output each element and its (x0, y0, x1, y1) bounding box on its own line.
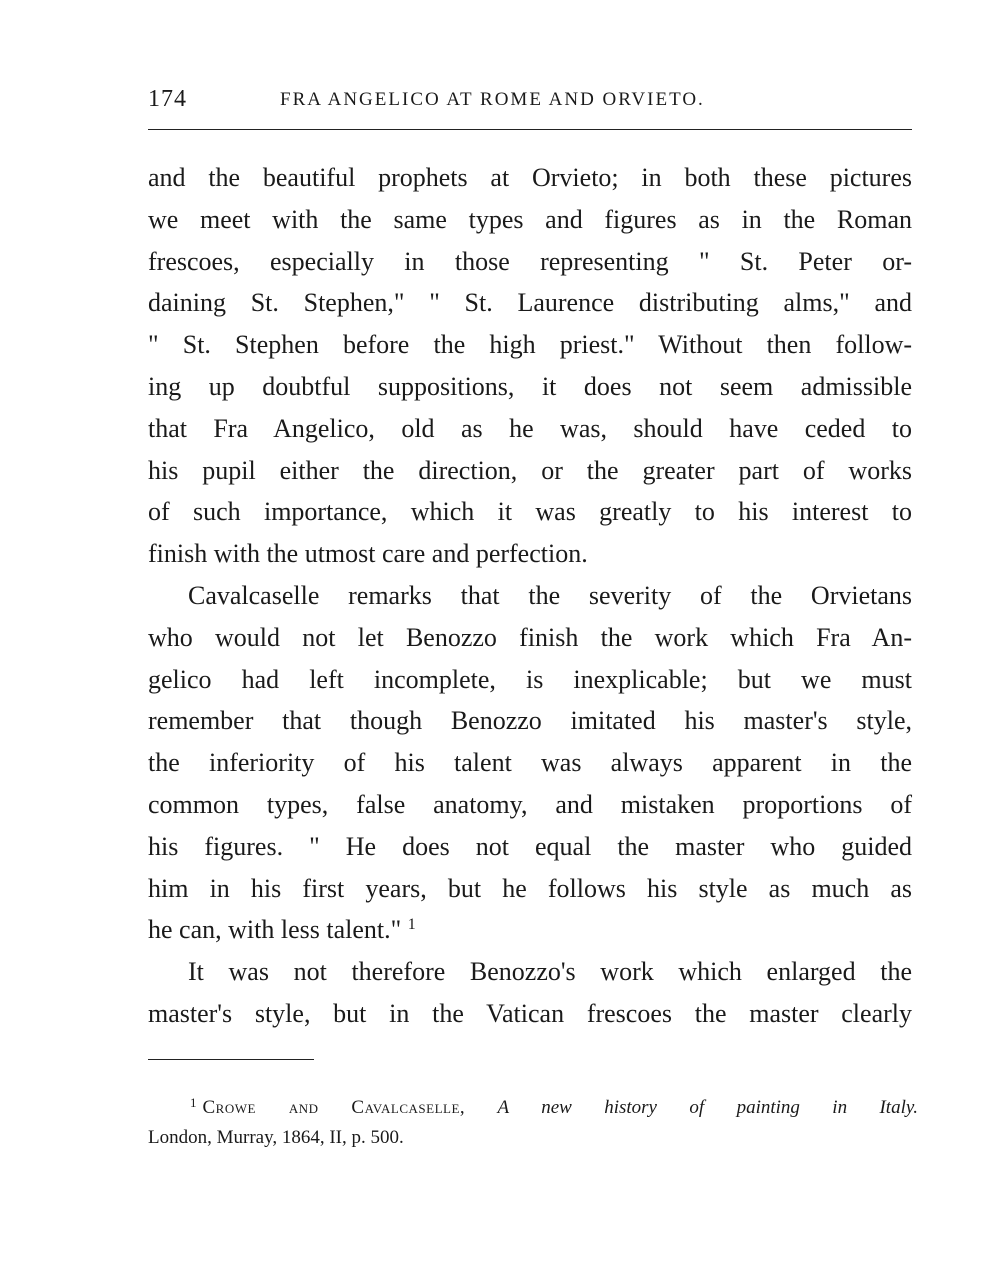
footnote-title: A new history of painting in Italy. (497, 1097, 919, 1118)
text-line: his figures. " He does not equal the master who guided (148, 831, 912, 861)
text-line: " St. Stephen before the high priest." Without then follow- (148, 330, 912, 360)
text-line: he can, with less talent." (148, 915, 402, 945)
text-line: master's style, but in the Vatican frescoes the master clearly (148, 998, 912, 1028)
text-line: of such importance, which it was greatly to his interest to (148, 497, 912, 527)
footnote-line (148, 1093, 918, 1123)
footnote-marker: 1 (190, 1095, 197, 1110)
text-line: who would not let Benozzo finish the work which Fra An- (148, 622, 912, 652)
text-line: Cavalcaselle remarks that the severity of the Orvietans (188, 580, 912, 610)
text-line-with-footnote-ref (148, 909, 912, 951)
text-line: the inferiority of his talent was always apparent in the (148, 748, 912, 778)
text-line: remember that though Benozzo imitated his master's style, (148, 706, 912, 736)
text-line: frescoes, especially in those representing " St. Peter or- (148, 246, 912, 276)
running-title: FRA ANGELICO AT ROME AND ORVIETO. (280, 89, 705, 110)
page-number: 174 (148, 86, 187, 112)
footnote-author: Crowe and Cavalcaselle, (202, 1097, 466, 1118)
text-line: finish with the utmost care and perfection. (148, 539, 588, 569)
text-line: common types, false anatomy, and mistaken proportions of (148, 789, 912, 819)
running-header (148, 84, 912, 118)
footnote (148, 1093, 918, 1153)
text-line: and the beautiful prophets at Orvieto; in both these pictures (148, 163, 912, 192)
text-line: his pupil either the direction, or the greater part of works (148, 455, 912, 485)
text-line: daining St. Stephen," " St. Laurence distributing alms," and (148, 288, 912, 318)
footnote-reference: 1 (407, 916, 416, 934)
footnote-publication: London, Murray, 1864, II, p. 500. (148, 1127, 404, 1148)
text-line: that Fra Angelico, old as he was, should have ceded to (148, 413, 912, 443)
footnote-rule (148, 1059, 314, 1060)
text-line: gelico had left incomplete, is inexplicable; but we must (148, 664, 912, 694)
body-text (148, 157, 912, 1035)
header-rule (148, 129, 912, 130)
text-line: we meet with the same types and figures as in the Roman (148, 204, 912, 234)
text-line: ing up doubtful suppositions, it does not seem admissible (148, 371, 912, 401)
text-line: him in his first years, but he follows his style as much as (148, 873, 912, 903)
text-line: It was not therefore Benozzo's work which enlarged the (188, 957, 912, 987)
